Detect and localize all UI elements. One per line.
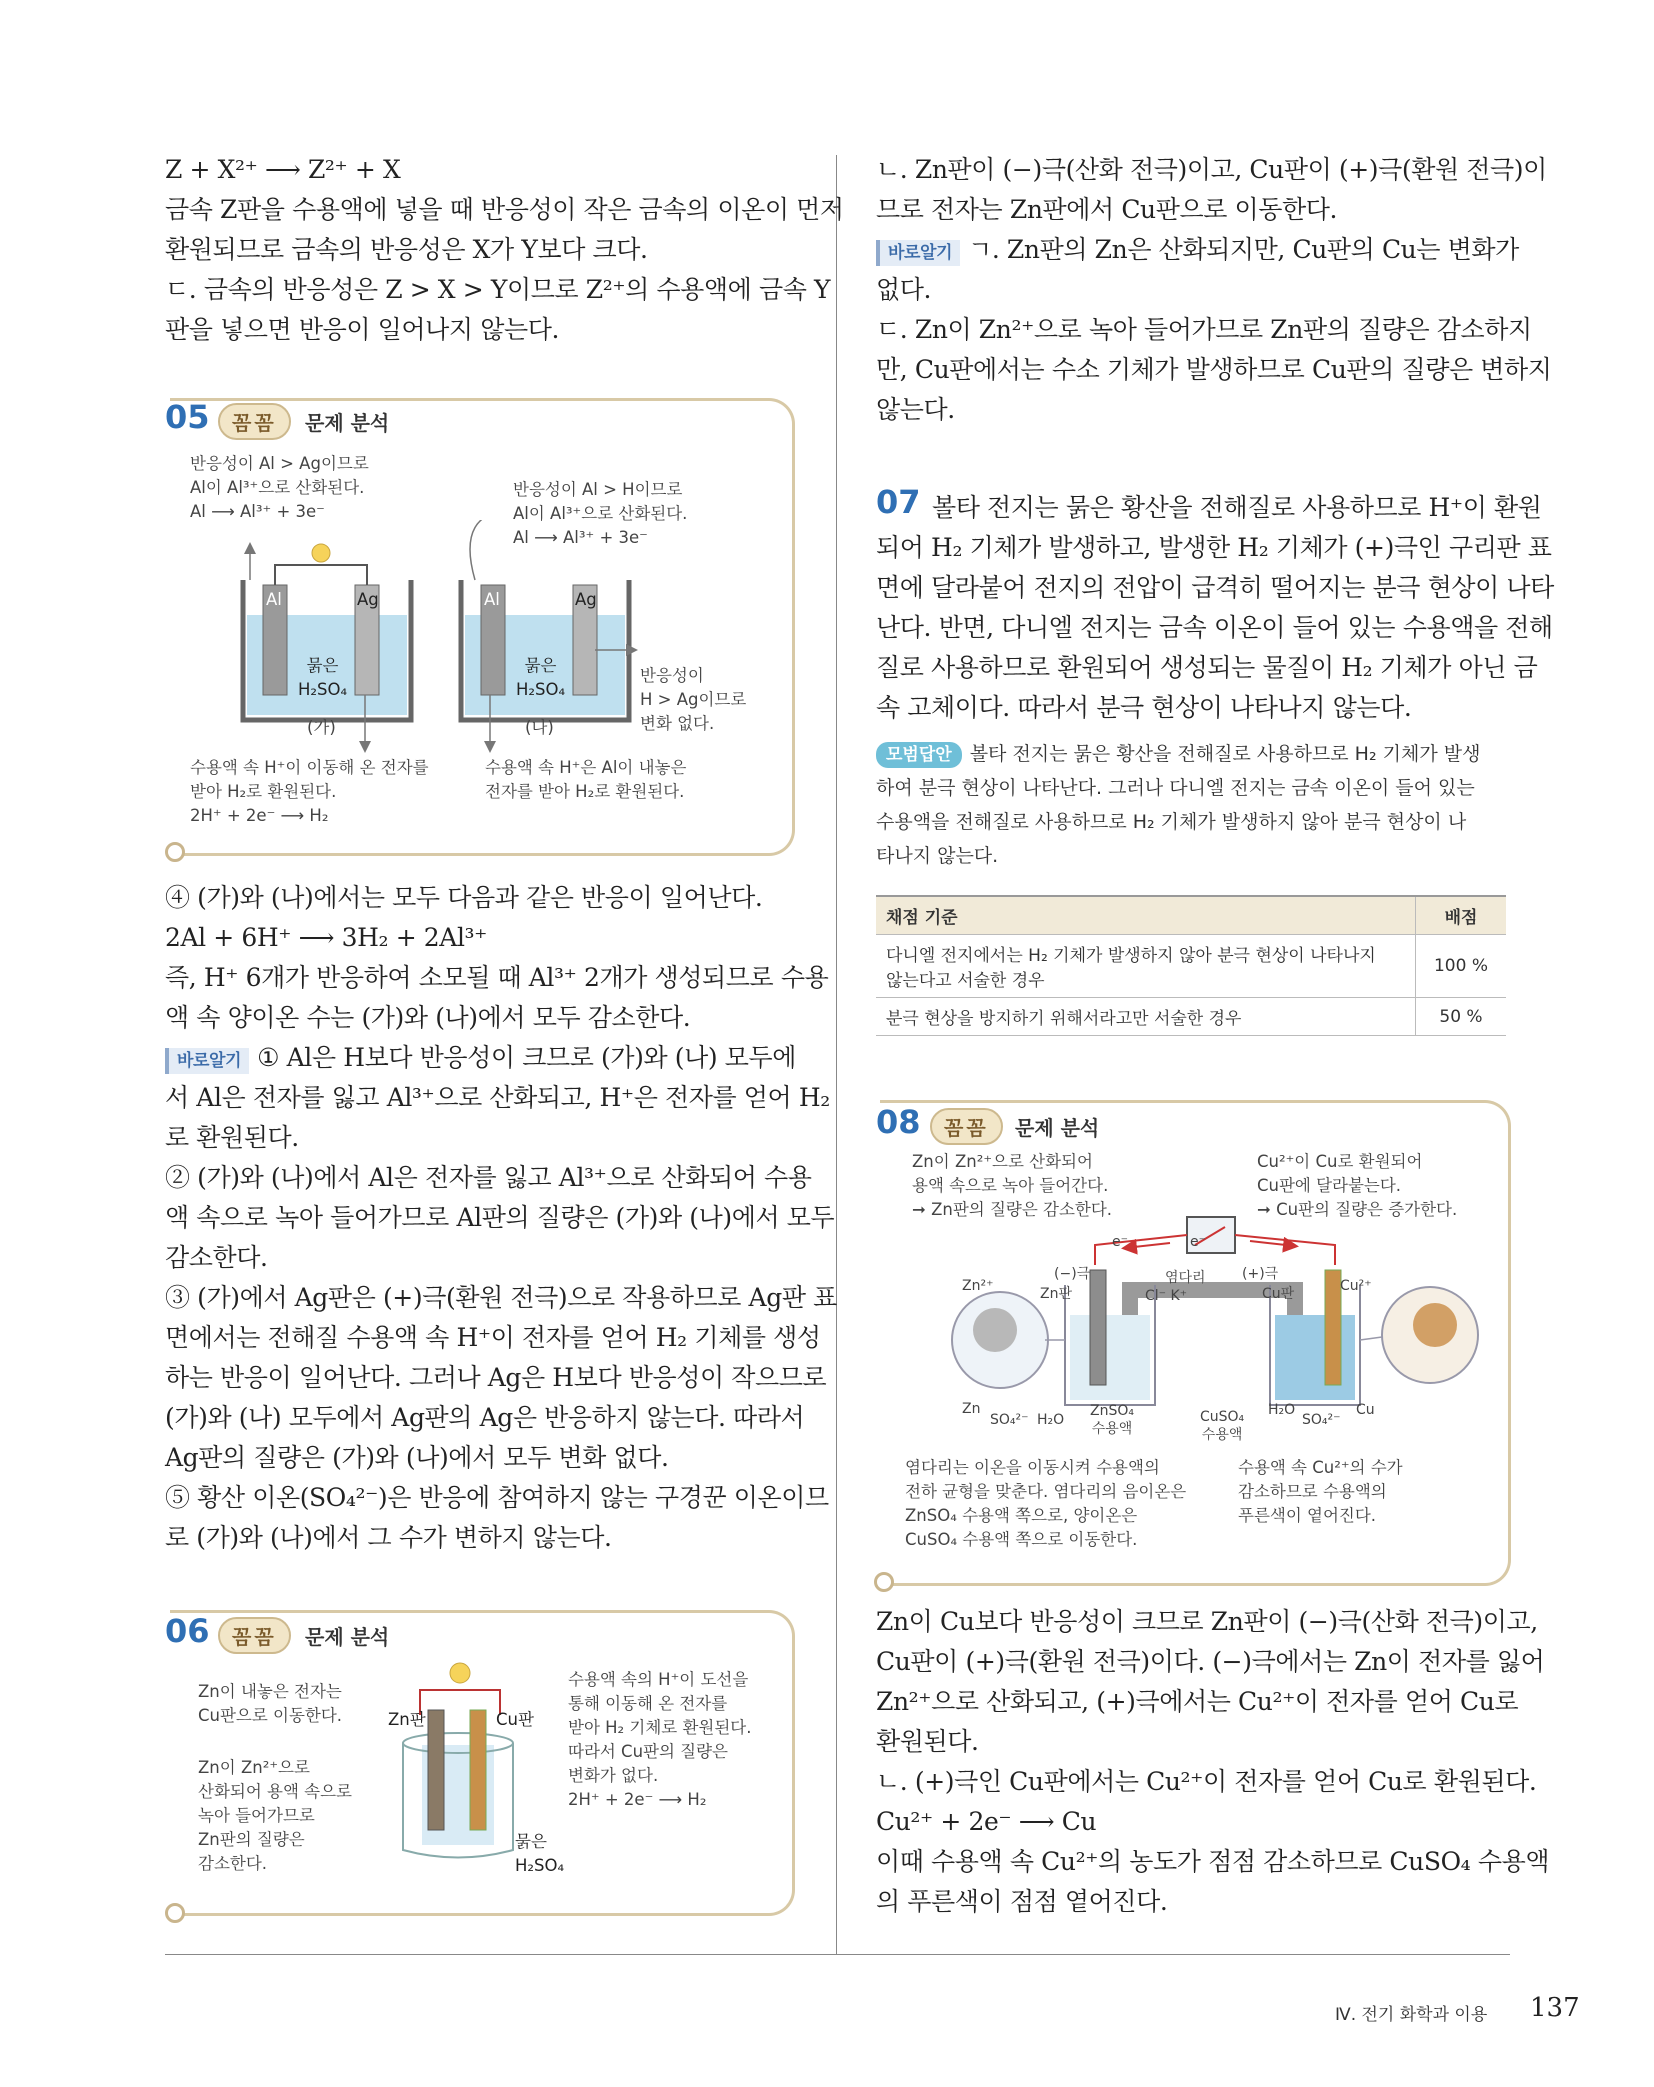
paragraph-line: 의 푸른색이 점점 옅어진다. [876,1887,1168,1916]
paragraph-line: 로 (가)와 (나)에서 그 수가 변하지 않는다. [165,1523,612,1552]
model-answer-line: 모범답안 볼타 전지는 묽은 황산을 전해질로 사용하므로 H₂ 기체가 발생 [876,738,1480,770]
footer-rule [165,1954,1510,1955]
analysis-title: 문제 분석 [305,1625,390,1649]
paragraph-line: Zn이 Cu보다 반응성이 크므로 Zn판이 (−)극(산화 전극)이고, [876,1607,1538,1636]
paragraph-line: ㄴ. (+)극인 Cu판에서는 Cu²⁺이 전자를 얻어 Cu로 환원된다. [876,1767,1537,1796]
analysis-title: 문제 분석 [1015,1116,1100,1140]
zn-plate-label: Zn판 [1040,1286,1072,1302]
bridge-ions-label: Cl⁻ K⁺ [1145,1288,1188,1304]
diagram-label-ga: (가) [307,718,336,737]
znso4-label: ZnSO₄ 수용액 [1090,1403,1134,1437]
paragraph-line: ③ (가)에서 Ag판은 (+)극(환원 전극)으로 작용하므로 Ag판 표 [165,1283,837,1312]
table-cell: 100 % [1416,935,1507,998]
paragraph-line: 액 속으로 녹아 들어가므로 Al판의 질량은 (가)와 (나)에서 모두 [165,1203,835,1232]
kkomkkom-badge: 꼼꼼 [218,1617,291,1654]
paragraph-line: (가)와 (나) 모두에서 Ag판의 Ag은 반응하지 않는다. 따라서 [165,1403,805,1432]
cuso4-label: CuSO₄ 수용액 [1200,1409,1245,1443]
analysis-title: 문제 분석 [305,411,390,435]
paragraph-line: 금속 Z판을 수용액에 넣을 때 반응성이 작은 금속의 이온이 먼저 [165,195,844,224]
electron-label: e⁻ [1190,1234,1207,1250]
table-header: 배점 [1416,896,1507,935]
paragraph-line: ㄷ. 금속의 반응성은 Z > X > Y이므로 Z²⁺의 수용액에 금속 Y [165,275,831,304]
annotation: 수용액 속 H⁺이 이동해 온 전자를 받아 H₂로 환원된다. 2H⁺ + 2e⁻ ⟶ H₂ [190,758,429,825]
sulfate-label: SO₄²⁻ [990,1412,1029,1428]
cu-label: Cu [1356,1402,1375,1418]
paragraph-line: 바로알기 ㄱ. Zn판의 Zn은 산화되지만, Cu판의 Cu는 변화가 [876,230,1519,270]
paragraph-line: ④ (가)와 (나)에서는 모두 다음과 같은 반응이 일어난다. [165,883,763,912]
equation-line: 2Al + 6H⁺ ⟶ 3H₂ + 2Al³⁺ [165,923,487,952]
model-answer-tag: 모범답안 [876,742,962,768]
equation-z-x: Z + X²⁺ ⟶ Z²⁺ + X [165,155,401,184]
question-number-07: 07 [876,483,921,521]
table-row [876,998,1506,1036]
paragraph-line: 면에서는 전해질 수용액 속 H⁺이 전자를 얻어 H₂ 기체를 생성 [165,1323,821,1352]
paragraph-line: ㄷ. Zn이 Zn²⁺으로 녹아 들어가므로 Zn판의 질량은 감소하지 [876,315,1532,344]
paragraph-line: Ag판의 질량은 (가)와 (나)에서 모두 변화 없다. [165,1443,669,1472]
paragraph-line: 볼타 전지는 묽은 황산을 전해질로 사용하므로 H⁺이 환원 [932,493,1542,522]
paragraph-line: Zn²⁺으로 산화되고, (+)극에서는 Cu²⁺이 전자를 얻어 Cu로 [876,1687,1519,1716]
box-dot [165,842,185,862]
annotation: Zn이 내놓은 전자는 Cu판으로 이동한다. [198,1682,343,1725]
electron-label: e⁻ [1112,1234,1129,1250]
table-header: 채점 기준 [876,896,1416,935]
paragraph-line: ⑤ 황산 이온(SO₄²⁻)은 반응에 참여하지 않는 구경꾼 이온이므 [165,1483,829,1512]
paragraph-line: 하는 반응이 일어난다. 그러나 Ag은 H보다 반응성이 작으므로 [165,1363,827,1392]
paragraph-line: 서 Al은 전자를 잃고 Al³⁺으로 산화되고, H⁺은 전자를 얻어 H₂ [165,1083,830,1112]
annotation: Zn이 Zn²⁺으로 산화되어 용액 속으로 녹아 들어가므로 Zn판의 질량은 감소한다. [198,1758,352,1873]
paragraph-line: 바로알기 ① Al은 H보다 반응성이 크므로 (가)와 (나) 모두에 [165,1038,796,1078]
question-number-08: 08 [876,1103,921,1141]
table-cell: 분극 현상을 방지하기 위해서라고만 서술한 경우 [876,998,1416,1036]
cu-plate-label: Cu판 [496,1710,534,1729]
paragraph-line: 판을 넣으면 반응이 일어나지 않는다. [165,315,559,344]
zn-ion-label: Zn²⁺ [962,1278,994,1294]
equation-line: Cu²⁺ + 2e⁻ ⟶ Cu [876,1807,1097,1836]
annotation: 수용액 속 Cu²⁺의 수가 감소하므로 수용액의 푸른색이 옅어진다. [1238,1458,1403,1525]
annotation: Zn이 Zn²⁺으로 산화되어 용액 속으로 녹아 들어간다. ➞ Zn판의 질량은 감소한다. [912,1152,1113,1219]
table-row [876,935,1506,998]
salt-bridge-label: 염다리 [1165,1270,1206,1286]
model-answer-line: 수용액을 전해질로 사용하므로 H₂ 기체가 발생하지 않아 분극 현상이 나 [876,811,1467,833]
footer-chapter: Ⅳ. 전기 화학과 이용 [1335,2005,1488,2025]
annotation: 반응성이 Al > H이므로 Al이 Al³⁺으로 산화된다. Al ⟶ Al³⁺ + 3e⁻ [513,480,688,547]
box-dot [874,1572,894,1592]
annotation: 반응성이 H > Ag이므로 변화 없다. [640,666,747,733]
cu-plate-label: Cu판 [1262,1286,1295,1302]
zn-label: Zn [962,1401,981,1417]
paragraph-line: 난다. 반면, 다니엘 전지는 금속 이온이 들어 있는 수용액을 전해 [876,613,1553,642]
annotation: 반응성이 Al > Ag이므로 Al이 Al³⁺으로 산화된다. Al ⟶ Al³⁺ + 3e⁻ [190,454,369,521]
paragraph-line: 므로 전자는 Zn판에서 Cu판으로 이동한다. [876,195,1338,224]
paragraph-line: 속 고체이다. 따라서 분극 현상이 나타나지 않는다. [876,693,1412,722]
baro-tag: 바로알기 [165,1048,249,1074]
zn-plate-label: Zn판 [388,1710,426,1729]
paragraph-line: ② (가)와 (나)에서 Al은 전자를 잃고 Al³⁺으로 산화되어 수용 [165,1163,812,1192]
paragraph-line: 즉, H⁺ 6개가 반응하여 소모될 때 Al³⁺ 2개가 생성되므로 수용 [165,963,829,992]
paragraph-line: 환원된다. [876,1727,979,1756]
al-plate-label: Al [266,590,282,609]
paragraph-line: 되어 H₂ 기체가 발생하고, 발생한 H₂ 기체가 (+)극인 구리판 표 [876,533,1552,562]
sulfate-label: SO₄²⁻ [1302,1412,1341,1428]
annotation: 염다리는 이온을 이동시켜 수용액의 전하 균형을 맞춘다. 염다리의 음이온은 ZnSO₄ 수용액 쪽으로, 양이온은 CuSO₄ 수용액 쪽으로 이동한다. [905,1458,1187,1549]
box-dot [165,1903,185,1923]
paragraph-line: 감소한다. [165,1243,268,1272]
water-label: H₂O [1268,1402,1296,1418]
paragraph-line: ㄴ. Zn판이 (−)극(산화 전극)이고, Cu판이 (+)극(환원 전극)이 [876,155,1547,184]
model-answer-line: 하여 분극 현상이 나타난다. 그러나 다니엘 전지는 금속 이온이 들어 있는 [876,777,1475,799]
solution-label: 묽은 H₂SO₄ [515,1832,565,1875]
paragraph-line: 이때 수용액 속 Cu²⁺의 농도가 점점 감소하므로 CuSO₄ 수용액 [876,1847,1550,1876]
paragraph-line: 환원되므로 금속의 반응성은 X가 Y보다 크다. [165,235,648,264]
page-number: 137 [1530,1993,1580,2023]
annotation: 수용액 속 H⁺은 Al이 내놓은 전자를 받아 H₂로 환원된다. [485,758,687,801]
annotation: Cu²⁺이 Cu로 환원되어 Cu판에 달라붙는다. ➞ Cu판의 질량은 증가한다. [1257,1152,1458,1219]
paragraph-line: 면에 달라붙어 전지의 전압이 급격히 떨어지는 분극 현상이 나타 [876,573,1554,602]
positive-electrode-label: (+)극 [1242,1266,1279,1282]
ag-plate-label: Ag [357,590,379,609]
paragraph-line: 없다. [876,275,932,304]
question-number-05: 05 [165,398,210,436]
diagram-label-na: (나) [525,718,554,737]
solution-label: 묽은 H₂SO₄ [516,656,566,699]
paragraph-line: 로 환원된다. [165,1123,299,1152]
table-cell: 50 % [1416,998,1507,1036]
cu-ion-label: Cu²⁺ [1340,1278,1372,1294]
kkomkkom-badge: 꼼꼼 [218,403,291,440]
kkomkkom-badge: 꼼꼼 [930,1108,1003,1145]
paragraph-line: 않는다. [876,395,955,424]
water-label: H₂O [1037,1412,1065,1428]
paragraph-line: 만, Cu판에서는 수소 기체가 발생하므로 Cu판의 질량은 변하지 [876,355,1552,384]
model-answer-line: 타나지 않는다. [876,845,999,867]
q08-daniell-cell-diagram [945,1215,1485,1430]
ag-plate-label: Ag [575,590,597,609]
scoring-table [876,895,1506,1036]
solution-label: 묽은 H₂SO₄ [298,656,348,699]
al-plate-label: Al [484,590,500,609]
paragraph-line: Cu판이 (+)극(환원 전극)이다. (−)극에서는 Zn이 전자를 잃어 [876,1647,1545,1676]
paragraph-line: 질로 사용하므로 환원되어 생성되는 물질이 H₂ 기체가 아닌 금 [876,653,1538,682]
question-number-06: 06 [165,1612,210,1650]
paragraph-line: 액 속 양이온 수는 (가)와 (나)에서 모두 감소한다. [165,1003,691,1032]
annotation: 수용액 속의 H⁺이 도선을 통해 이동해 온 전자를 받아 H₂ 기체로 환원된다. 따라서 Cu판의 질량은 변화가 없다. 2H⁺ + 2e⁻ ⟶ H₂ [568,1670,752,1809]
column-divider [836,155,837,1955]
negative-electrode-label: (−)극 [1054,1266,1091,1282]
table-cell: 다니엘 전지에서는 H₂ 기체가 발생하지 않아 분극 현상이 나타나지 않는다고 서술한 경우 [876,935,1416,998]
baro-tag: 바로알기 [876,240,960,266]
